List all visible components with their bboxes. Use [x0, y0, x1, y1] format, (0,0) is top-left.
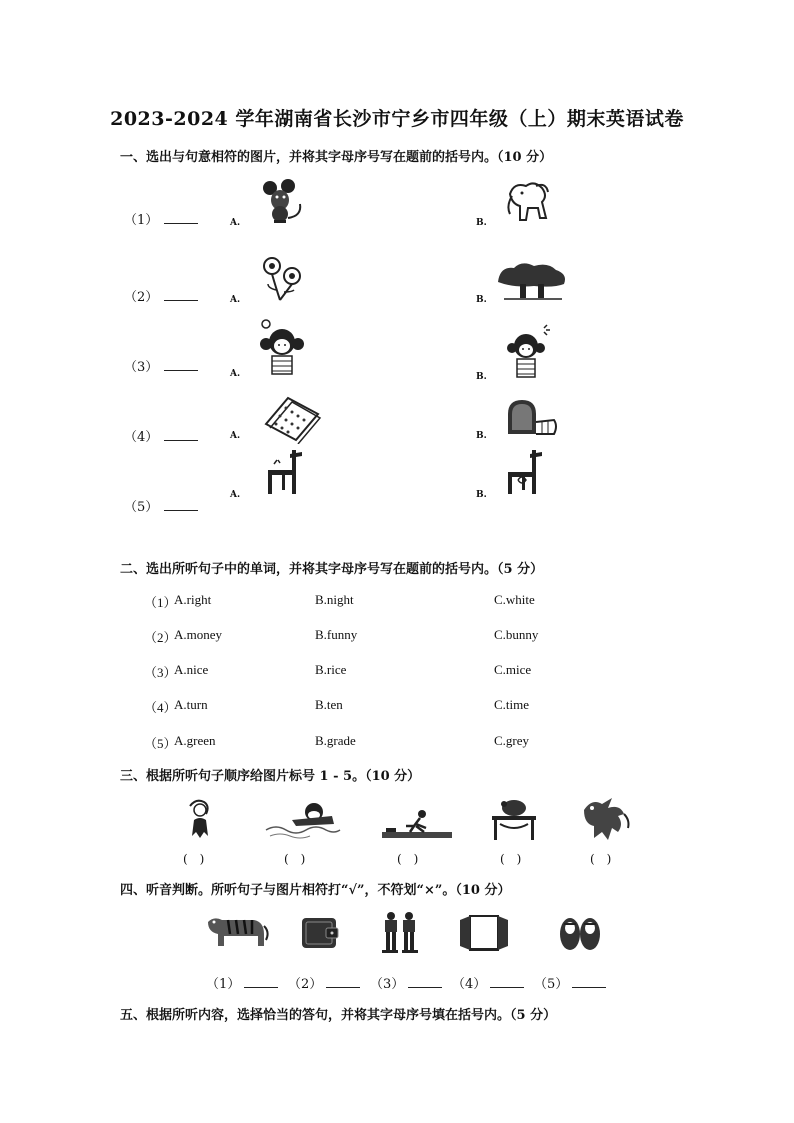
word-row-5-num: （5）: [144, 736, 177, 751]
page-title: 2023-2024 学年湖南省长沙市宁乡市四年级（上）期末英语试卷: [110, 108, 684, 130]
order-blank-3[interactable]: ( ): [397, 852, 419, 866]
word-option-c: C.bunny: [494, 627, 539, 642]
boys-picture: [380, 910, 420, 954]
word-row-3-num: （3）: [144, 665, 177, 680]
flower-picture: [258, 254, 308, 302]
word-option-a: A.turn: [174, 697, 208, 712]
option-b-label: B.: [476, 431, 487, 441]
section-two-heading: 二、选出所听句子中的单词，并将其字母序号写在题前的括号内。（5 分）: [120, 562, 544, 577]
word-option-a: A.money: [174, 627, 223, 642]
window-picture: [456, 912, 512, 954]
cat-on-table-picture: [488, 796, 540, 844]
option-a-label: A.: [230, 295, 241, 305]
answer-blank[interactable]: [164, 358, 198, 371]
option-a-label: A.: [230, 218, 241, 228]
mouse-picture: [258, 178, 308, 224]
tree-picture: [494, 258, 570, 302]
dragon-picture: [578, 794, 632, 846]
tiger-picture: [204, 912, 270, 952]
word-option-a: A.nice: [174, 662, 209, 677]
shoes-picture: [556, 910, 604, 954]
word-option-c: C.time: [494, 697, 530, 712]
word-option-c: C.grey: [494, 733, 530, 748]
judge-blank[interactable]: [408, 975, 442, 988]
swimming-picture: [262, 798, 342, 842]
word-option-b: B.rice: [315, 662, 347, 677]
girl-picture: [258, 318, 308, 378]
bread-picture: [504, 396, 560, 440]
question-3: （3）: [124, 356, 198, 375]
word-option-b: B.night: [315, 592, 354, 607]
girl-picture: [504, 322, 554, 380]
answer-blank[interactable]: [164, 428, 198, 441]
section-five-heading: 五、根据所听内容，选择恰当的答句，并将其字母序号填在括号内。（5 分）: [120, 1008, 557, 1023]
word-row-2-num: （2）: [144, 630, 177, 645]
boy-nodding-picture: [180, 796, 220, 844]
judge-item-1: （1）: [206, 973, 278, 992]
answer-blank[interactable]: [164, 288, 198, 301]
running-picture: [380, 808, 454, 842]
option-a-label: A.: [230, 369, 241, 379]
wallet-picture: [298, 912, 342, 952]
option-b-label: B.: [476, 218, 487, 228]
order-blank-2[interactable]: ( ): [284, 852, 306, 866]
option-b-label: B.: [476, 295, 487, 305]
judge-blank[interactable]: [572, 975, 606, 988]
option-a-label: A.: [230, 431, 241, 441]
word-option-c: C.white: [494, 592, 535, 607]
order-blank-5[interactable]: ( ): [590, 852, 612, 866]
judge-blank[interactable]: [244, 975, 278, 988]
option-b-label: B.: [476, 372, 487, 382]
word-row-1-num: （1）: [144, 595, 177, 610]
word-option-a: A.right: [174, 592, 212, 607]
judge-item-3: （3）: [370, 973, 442, 992]
elephant-picture: [504, 178, 556, 228]
answer-blank[interactable]: [164, 211, 198, 224]
option-a-label: A.: [230, 490, 241, 500]
chair-picture: [262, 446, 308, 498]
word-option-b: B.grade: [315, 733, 356, 748]
judge-blank[interactable]: [326, 975, 360, 988]
section-four-heading: 四、听音判断。所听句子与图片相符打“√”，不符划“×”。（10 分）: [120, 883, 511, 898]
word-option-b: B.funny: [315, 627, 358, 642]
judge-item-5: （5）: [534, 973, 606, 992]
word-row-4-num: （4）: [144, 700, 177, 715]
order-blank-4[interactable]: ( ): [500, 852, 522, 866]
question-1: （1）: [124, 209, 198, 228]
section-one-heading: 一、选出与句意相符的图片，并将其字母序号写在题前的括号内。（10 分）: [120, 150, 553, 165]
word-option-b: B.ten: [315, 697, 343, 712]
section-three-heading: 三、根据所听句子顺序给图片标号 1 - 5。（10 分）: [120, 769, 421, 784]
judge-item-2: （2）: [288, 973, 360, 992]
cracker-picture: [260, 394, 324, 444]
chair-picture: [504, 446, 550, 498]
question-5: （5）: [124, 496, 198, 515]
judge-blank[interactable]: [490, 975, 524, 988]
option-b-label: B.: [476, 490, 487, 500]
judge-item-4: （4）: [452, 973, 524, 992]
answer-blank[interactable]: [164, 498, 198, 511]
question-4: （4）: [124, 426, 198, 445]
word-option-a: A.green: [174, 733, 216, 748]
question-2: （2）: [124, 286, 198, 305]
order-blank-1[interactable]: ( ): [183, 852, 205, 866]
word-option-c: C.mice: [494, 662, 532, 677]
